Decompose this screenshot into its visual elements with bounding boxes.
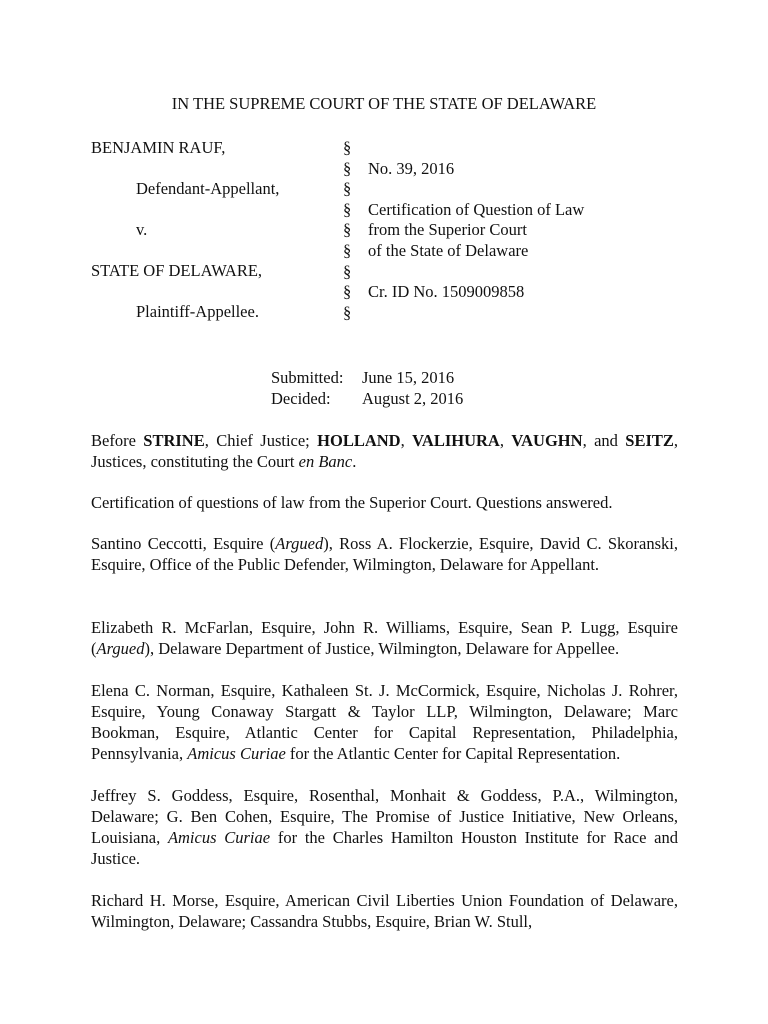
appellant-name: BENJAMIN RAUF,	[91, 138, 226, 157]
submitted-date: June 15, 2016	[362, 368, 455, 387]
section-symbol: §	[343, 158, 352, 178]
amicus-paragraph-2: Jeffrey S. Goddess, Esquire, Rosenthal, Monhait & Goddess, P.A., Wilmington, Delaware; G. Ben Cohen, Esquire, The Promise of Justice Initiative, New Orleans, Louisiana, Amicus Curiae for the Charles Hamilton Houston Institute for Race and Justice.	[91, 786, 678, 868]
section-symbol: §	[343, 240, 352, 260]
justice-name: VAUGHN	[511, 431, 583, 450]
decided-label: Decided:	[271, 389, 331, 408]
criminal-id: Cr. ID No. 1509009858	[368, 282, 525, 302]
amicus-curiae: Amicus Curiae	[187, 744, 286, 763]
appellee-role: Plaintiff-Appellee.	[136, 302, 259, 321]
section-symbol: §	[343, 302, 352, 322]
decided-date: August 2, 2016	[362, 389, 464, 408]
justice-name: STRINE	[143, 431, 205, 450]
justice-name: VALIHURA	[412, 431, 500, 450]
section-symbol-column	[343, 137, 353, 322]
argued-marker: Argued	[275, 534, 324, 553]
section-symbol: §	[343, 261, 352, 281]
appellant-role: Defendant-Appellant,	[136, 179, 280, 198]
section-symbol: §	[343, 179, 352, 199]
appellee-name: STATE OF DELAWARE,	[91, 261, 263, 280]
appellant-counsel-paragraph: Santino Ceccotti, Esquire (Argued), Ross A. Flockerzie, Esquire, David C. Skoranski, Esquire, Office of the Public Defender, Wilmington, Delaware for Appellant.	[91, 534, 679, 574]
section-symbol: §	[343, 138, 352, 157]
versus: v.	[136, 220, 148, 239]
section-symbol: §	[343, 199, 352, 219]
dates-block	[271, 367, 463, 409]
justice-name: HOLLAND	[317, 431, 401, 450]
court-title: IN THE SUPREME COURT OF THE STATE OF DELAWARE	[171, 94, 597, 113]
section-symbol: §	[343, 220, 352, 240]
section-symbol: §	[343, 282, 352, 302]
amicus-paragraph-3: Richard H. Morse, Esquire, American Civil Liberties Union Foundation of Delaware, Wilmington, Delaware; Cassandra Stubbs, Esquire, Brian W. Stull,	[91, 891, 678, 931]
certification-line-3: of the State of Delaware	[368, 241, 529, 260]
certification-line-1: Certification of Question of Law	[368, 199, 585, 219]
argued-marker: Argued	[96, 639, 145, 658]
panel-paragraph: Before STRINE, Chief Justice; HOLLAND, VALIHURA, VAUGHN, and SEITZ, Justices, constituting the Court en Banc.	[91, 431, 679, 471]
en-banc: en Banc	[298, 452, 353, 471]
amicus-paragraph-1: Elena C. Norman, Esquire, Kathaleen St. J. McCormick, Esquire, Nicholas J. Rohrer, Esquire, Young Conaway Stargatt & Taylor LLP, Wilmington, Delaware; Marc Bookman, Esquire, Atlantic Center for Capital Representation, Philadelphia, Pennsylvania, Amicus Curiae for the Atlantic Center for Capital Representation.	[91, 681, 678, 763]
amicus-curiae: Amicus Curiae	[167, 828, 271, 847]
appellee-counsel-paragraph: Elizabeth R. McFarlan, Esquire, John R. Williams, Esquire, Sean P. Lugg, Esquire (Argued), Delaware Department of Justice, Wilmington, Delaware for Appellee.	[91, 618, 678, 658]
justice-name: SEITZ	[625, 431, 674, 450]
submitted-label: Submitted:	[271, 368, 344, 387]
certification-line-2: from the Superior Court	[368, 220, 528, 240]
certification-paragraph: Certification of questions of law from the Superior Court. Questions answered.	[91, 493, 613, 512]
case-number: No. 39, 2016	[368, 158, 455, 178]
case-caption	[91, 137, 691, 327]
